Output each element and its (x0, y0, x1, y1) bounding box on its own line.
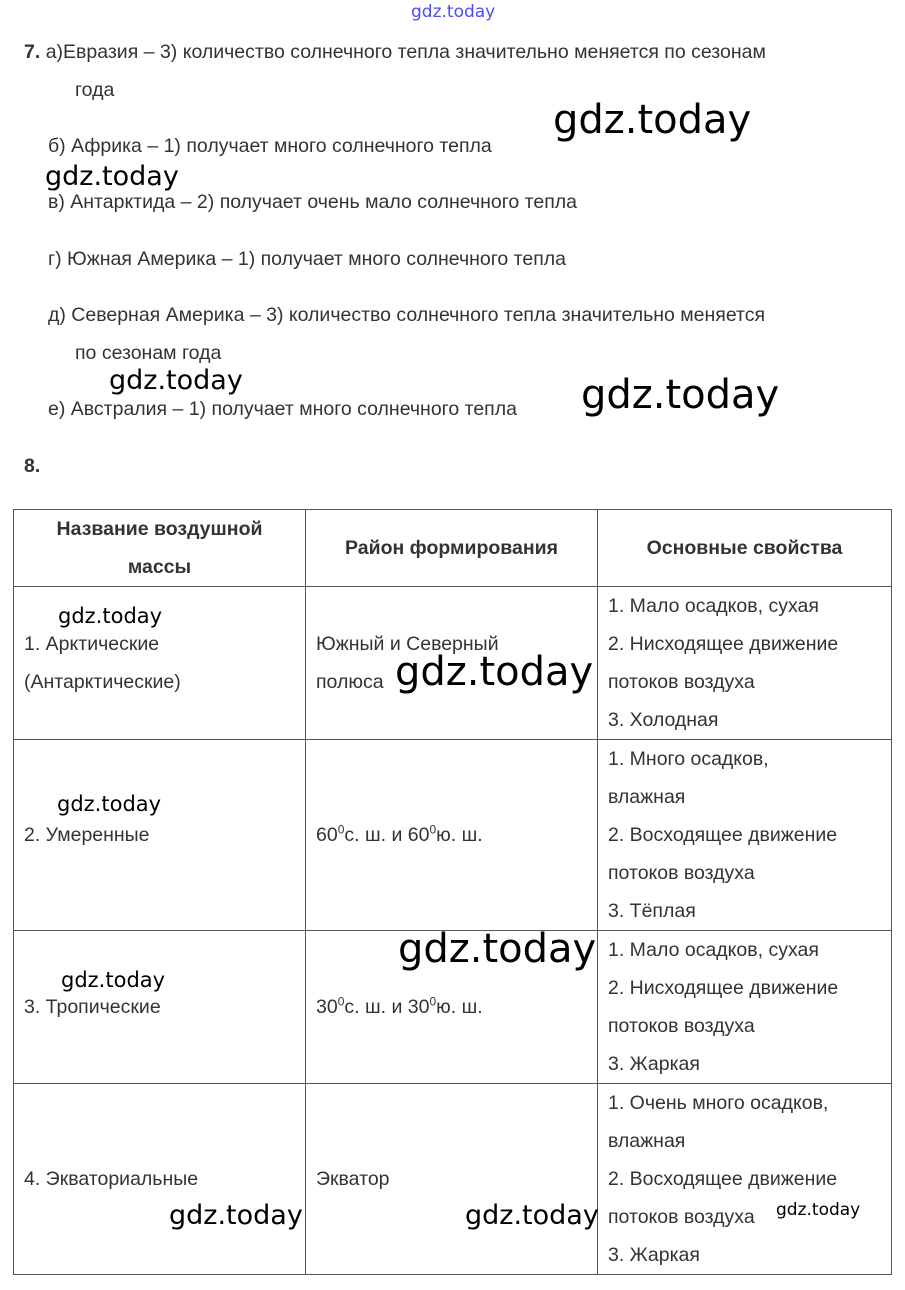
cell-text: Южный и Северный (316, 633, 499, 655)
task7-item-b (48, 137, 492, 157)
degree-sup: 0 (337, 822, 345, 837)
cell-text: 1. Мало осадков, сухая (608, 939, 819, 961)
task7-item-v (48, 193, 577, 213)
cell-text: с. ш. и 60 (344, 824, 430, 846)
watermark: gdz.today (57, 792, 162, 816)
cell-text: 1. Много осадков, (608, 748, 769, 770)
watermark: gdz.today (58, 604, 163, 628)
watermark: gdz.today (169, 1200, 303, 1231)
item-text: Африка – 1) получает много солнечного тепла (71, 135, 492, 157)
cell-text: 30 (316, 996, 338, 1018)
table-header-row (14, 510, 892, 587)
task7-number: 7. (24, 41, 41, 63)
cell-props (598, 931, 892, 1084)
header-text: массы (127, 556, 192, 578)
task8-number: 8. (24, 455, 41, 477)
task7-item-g (48, 250, 566, 270)
degree-sup: 0 (429, 822, 437, 837)
cell-text: 3. Тёплая (608, 900, 696, 922)
cell-text: полюса (316, 671, 384, 693)
task7-item-a-cont: года (75, 79, 115, 101)
cell-props (598, 1084, 892, 1275)
task7-item-a (24, 43, 766, 63)
cell-text: влажная (608, 1130, 686, 1152)
cell-text: потоков воздуха (608, 671, 755, 693)
watermark: gdz.today (581, 372, 780, 418)
watermark: gdz.today (465, 1200, 599, 1231)
item-text: Южная Америка – 1) получает много солнечного тепла (67, 248, 567, 270)
degree-sup: 0 (429, 994, 437, 1009)
cell-text: 3. Жаркая (608, 1053, 700, 1075)
watermark: gdz.today (776, 1200, 861, 1220)
cell-region (306, 740, 598, 931)
item-text: Евразия – 3) количество солнечного тепла значительно меняется по сезонам (63, 41, 766, 63)
cell-text: (Антарктические) (24, 671, 181, 693)
header-name (14, 510, 306, 587)
cell-text: ю. ш. (436, 824, 483, 846)
table-row (14, 740, 892, 931)
watermark: gdz.today (61, 968, 166, 992)
watermark: gdz.today (395, 649, 594, 695)
item-letter: д) (48, 304, 66, 326)
item-letter: е) (48, 398, 66, 420)
cell-text: 2. Нисходящее движение (608, 633, 839, 655)
cell-text: 1. Очень много осадков, (608, 1092, 829, 1114)
watermark: gdz.today (398, 926, 597, 972)
cell-text: ю. ш. (436, 996, 483, 1018)
watermark: gdz.today (45, 161, 179, 192)
cell-text: потоков воздуха (608, 1015, 755, 1037)
cell-text: потоков воздуха (608, 862, 755, 884)
cell-region: Экватор (306, 1084, 598, 1275)
watermark: gdz.today (553, 97, 752, 143)
cell-text: 1. Мало осадков, сухая (608, 595, 819, 617)
cell-text: 60 (316, 824, 338, 846)
cell-text: 3. Жаркая (608, 1244, 700, 1266)
header-text: Название воздушной (56, 518, 263, 540)
item-text: Антарктида – 2) получает очень мало солнечного тепла (70, 191, 578, 213)
watermark-top: gdz.today (411, 2, 496, 22)
task7-item-d (48, 306, 765, 326)
cell-text: 2. Нисходящее движение (608, 977, 839, 999)
cell-text: 1. Арктические (24, 633, 160, 655)
cell-text: потоков воздуха (608, 1206, 755, 1228)
degree-sup: 0 (337, 994, 345, 1009)
item-letter: а) (45, 41, 64, 63)
cell-text: 2. Восходящее движение (608, 1168, 838, 1190)
header-region: Район формирования (306, 510, 598, 587)
cell-text: влажная (608, 786, 686, 808)
item-text: Северная Америка – 3) количество солнечного тепла значительно меняется (71, 304, 766, 326)
item-letter: б) (48, 135, 66, 157)
cell-text: 2. Восходящее движение (608, 824, 838, 846)
cell-name: 3. Тропические (14, 931, 306, 1084)
cell-text: с. ш. и 30 (344, 996, 430, 1018)
cell-text: 3. Холодная (608, 709, 719, 731)
header-props: Основные свойства (598, 510, 892, 587)
task7-item-e (48, 400, 517, 420)
task7-item-d-cont: по сезонам года (75, 342, 222, 364)
cell-name: 2. Умеренные (14, 740, 306, 931)
cell-name: 4. Экваториальные (14, 1084, 306, 1275)
cell-props (598, 587, 892, 740)
watermark: gdz.today (109, 365, 243, 396)
item-letter: в) (48, 191, 65, 213)
table-row (14, 1084, 892, 1275)
item-letter: г) (48, 248, 62, 270)
cell-props (598, 740, 892, 931)
item-text: Австралия – 1) получает много солнечного тепла (70, 398, 517, 420)
